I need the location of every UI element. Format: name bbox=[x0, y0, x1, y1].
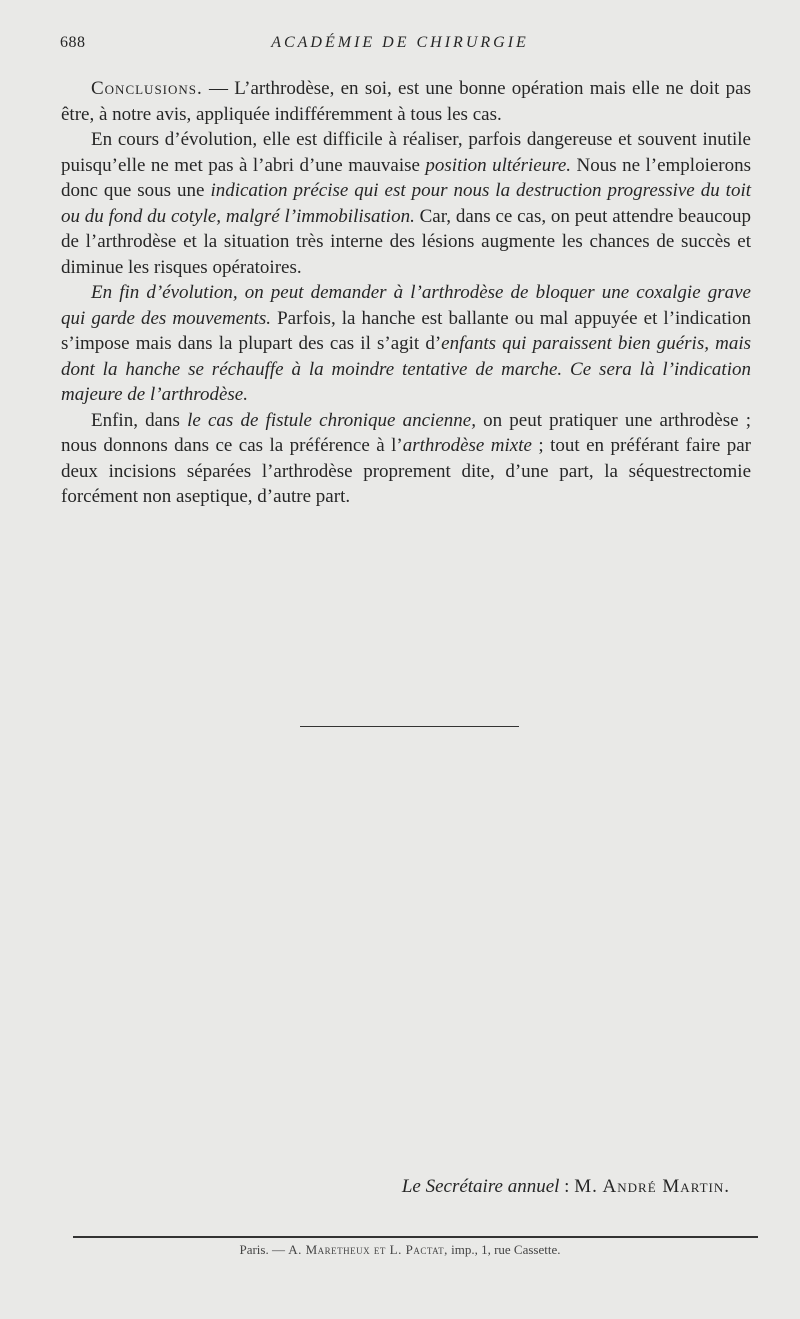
paragraph-fin-evolution bbox=[61, 280, 751, 408]
article-body bbox=[61, 76, 751, 510]
paragraph-text: Car, dans ce cas, on peut attendre beaucoup de l’arthrodèse et la situation très interne des lésions augmente les chances de succès et diminue les risques opératoires. bbox=[61, 205, 752, 278]
italic-phrase: indication précise qui est pour nous la destruction progressive du toit ou du fond du cotyle, malgré l’immobilisation. bbox=[61, 180, 751, 227]
paragraph-text: — L’arthrodèse, en soi, est une bonne opération mais elle ne doit pas être, à notre avis, appliquée indifféremment à tous les cas. bbox=[61, 78, 751, 125]
page-number: 688 bbox=[60, 34, 86, 51]
paragraph-evolution bbox=[61, 127, 751, 280]
imprint-address: imp., 1, rue Cassette. bbox=[447, 1242, 561, 1257]
paragraph-fistule bbox=[61, 408, 751, 510]
italic-phrase: le cas de fistule chronique ancienne, bbox=[187, 409, 476, 431]
paragraph-text: Parfois, la hanche est ballante ou mal appuyée et l’indication s’impose mais dans la plupart des cas il s’agit d’ bbox=[61, 307, 751, 354]
paragraph-text: En cours d’évolution, elle est difficile à réaliser, parfois dangereuse et souvent inutile puisqu’elle ne met pas à l’abri d’une mauvaise bbox=[61, 129, 751, 176]
paragraph-conclusions bbox=[61, 76, 751, 127]
italic-phrase: arthrodèse mixte bbox=[402, 435, 532, 456]
signature-name: M. André Martin. bbox=[574, 1176, 730, 1197]
imprint-printers: A. Maretheux et L. Pactat, bbox=[288, 1242, 448, 1257]
printer-imprint bbox=[0, 1242, 800, 1258]
paragraph-text: on peut pratiquer une arthrodèse ; nous donnons dans ce cas la préférence à l’ bbox=[61, 409, 751, 456]
paragraph-text: ; tout en préférant faire par deux incisions séparées l’arthrodèse proprement dite, d’une part, la séquestrectomie forcément non aseptique, d’autre part. bbox=[61, 435, 752, 507]
footer-divider bbox=[73, 1236, 758, 1238]
italic-phrase: position ultérieure. bbox=[425, 154, 572, 176]
paragraph-text: Nous ne l’emploierons donc que sous une bbox=[61, 154, 752, 201]
italic-phrase: En fin d’évolution, on peut demander à l’arthrodèse de bloquer une coxalgie grave qui garde des mouvements. bbox=[61, 282, 751, 329]
section-divider bbox=[300, 726, 519, 727]
conclusions-heading: Conclusions. bbox=[91, 78, 203, 99]
paragraph-text: Enfin, dans bbox=[91, 409, 188, 431]
running-head: ACADÉMIE DE CHIRURGIE bbox=[271, 34, 529, 51]
signature bbox=[402, 1176, 730, 1198]
signature-separator: : bbox=[559, 1176, 575, 1197]
signature-role: Le Secrétaire annuel bbox=[401, 1176, 560, 1197]
imprint-lead: Paris. — bbox=[239, 1242, 289, 1257]
italic-phrase: enfants qui paraissent bien guéris, mais dont la hanche se réchauffe à la moindre tentative de marche. Ce sera là l’indication majeure de l’arthrodèse. bbox=[61, 333, 751, 405]
